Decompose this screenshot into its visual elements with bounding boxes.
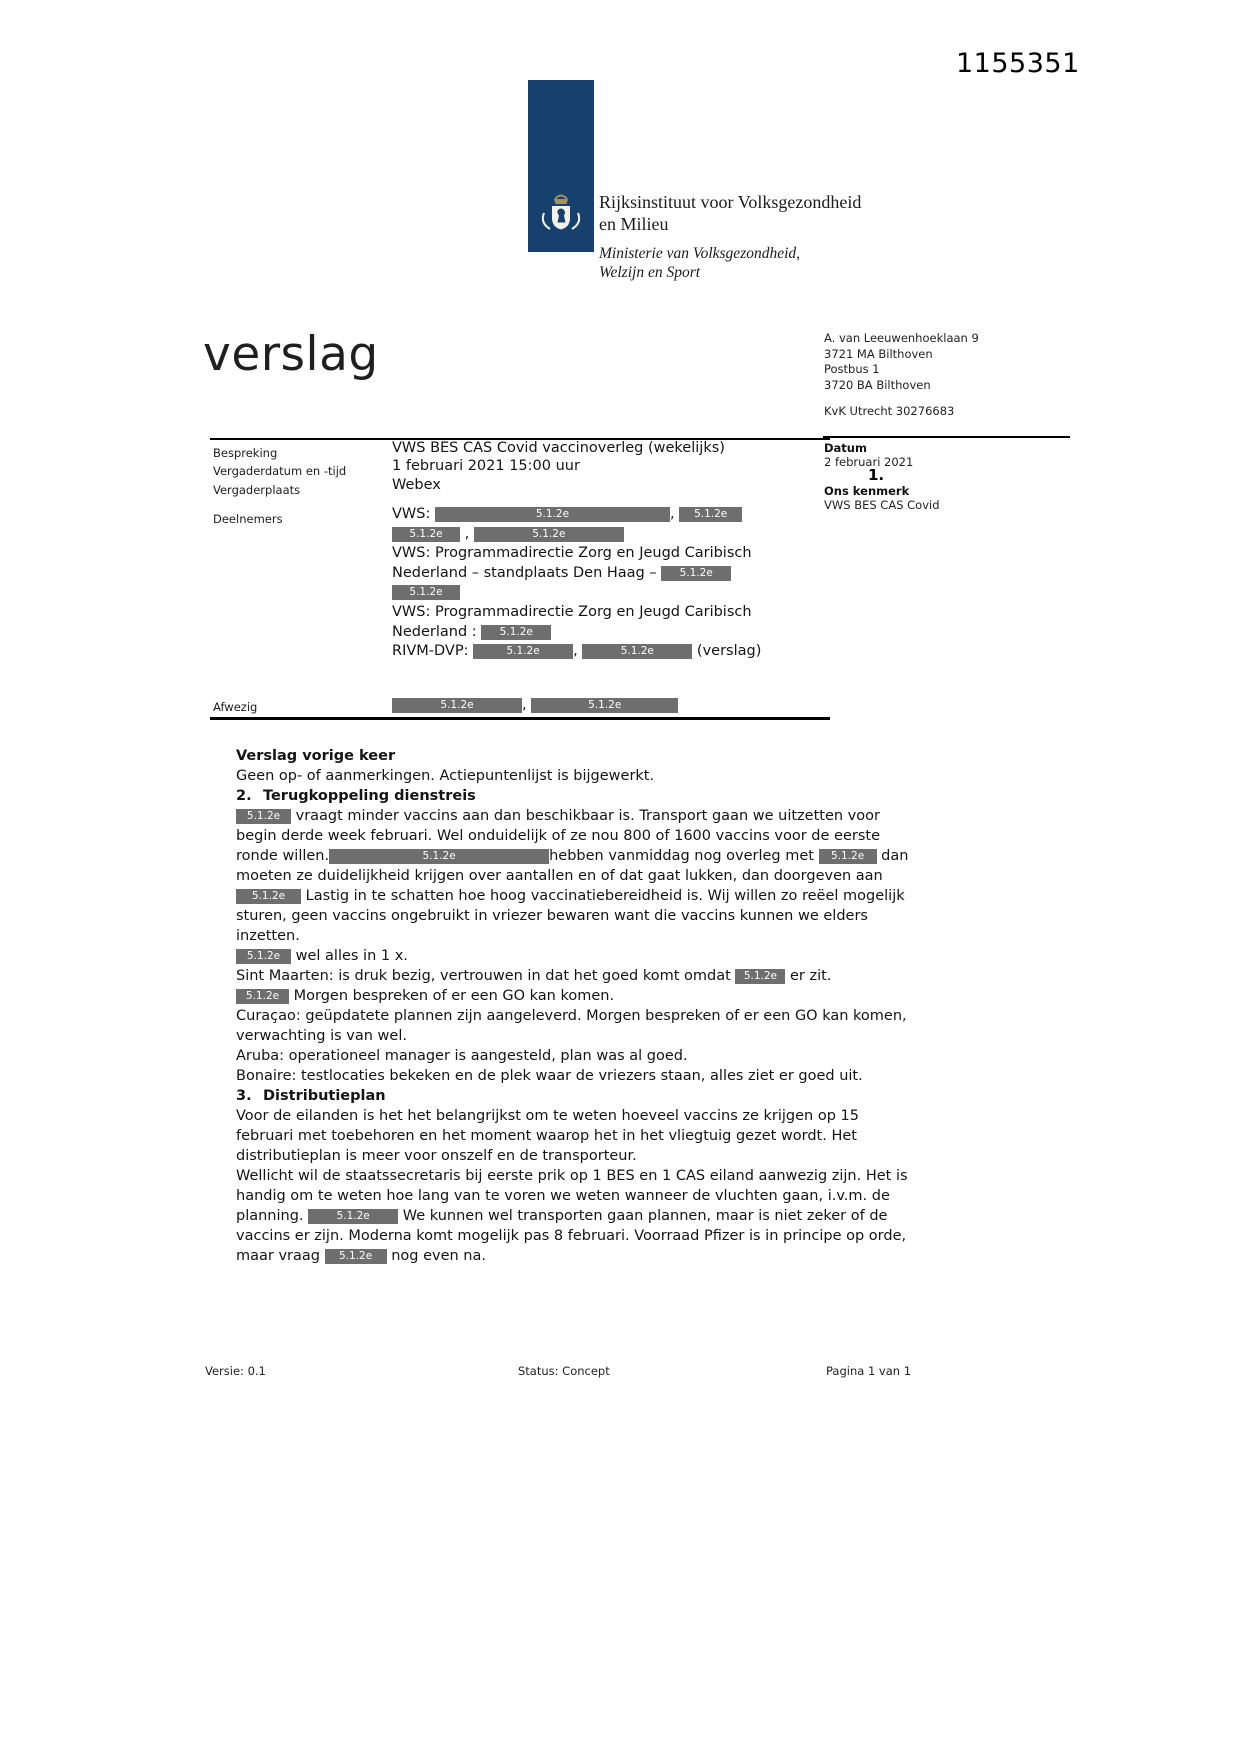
deelnemers-value	[392, 505, 872, 662]
kenmerk-label: Ons kenmerk	[824, 484, 910, 498]
participant-line: RIVM-DVP: 5.1.2e , 5.1.2e (verslag)	[392, 643, 762, 660]
section2-line-aruba: Aruba: operationeel manager is aangesteld, plan was al goed.	[236, 1048, 688, 1064]
rijksoverheid-logo-bar	[528, 80, 594, 252]
vergaderplaats-value: Webex	[392, 477, 441, 493]
section2-heading	[236, 786, 920, 806]
address-line: 3721 MA Bilthoven	[824, 346, 933, 361]
footer-versie: Versie: 0.1	[205, 1364, 266, 1378]
redaction-box: 5.1.2e	[679, 507, 742, 522]
section2-number: 2.	[236, 788, 252, 804]
redaction-box: 5.1.2e	[308, 1209, 398, 1224]
section2-line-bonaire: Bonaire: testlocaties bekeken en de plek waar de vriezers staan, alles ziet er goed uit.	[236, 1068, 863, 1084]
participant-line: Nederland : 5.1.2e	[392, 623, 872, 643]
participant-line	[392, 583, 872, 603]
ministry-line2: Welzijn en Sport	[599, 264, 701, 281]
footer-status: Status: Concept	[518, 1364, 610, 1378]
section2-paragraph1: 5.1.2e vraagt minder vaccins aan dan beschikbaar is. Transport gaan we uitzetten voor begin derde week februari. Wel onduidelijk of ze nou 800 of 1600 vaccins voor de eerste ronde willen. 5.1.2e hebben vanmiddag nog overleg met 5.1.2e dan moeten ze duidelijkheid krijgen over aantallen en of dat gaat lukken, dan doorgeven aan 5.1.2e Lastig in te schatten hoe hoog vaccinatiebereidheid is. Wij willen zo reëel mogelijk sturen, geen vaccins ongebruikt in vriezer bewaren want die vaccins kunnen we elders inzetten.	[236, 808, 909, 944]
redaction-box: 5.1.2e	[392, 527, 460, 542]
datum-label: Datum	[824, 441, 867, 455]
prev-meeting-heading: Verslag vorige keer	[236, 748, 396, 764]
kenmerk-value: VWS BES CAS Covid	[824, 498, 940, 512]
address-line: 3720 BA Bilthoven	[824, 377, 931, 392]
coat-of-arms-icon	[537, 192, 585, 246]
datum-value: 2 februari 2021	[824, 455, 914, 469]
redaction-box: 5.1.2e	[392, 585, 460, 600]
address-block	[824, 331, 979, 420]
redaction-box: 5.1.2e	[481, 625, 551, 640]
kvk-line: KvK Utrecht 30276683	[824, 404, 955, 418]
redaction-box: 5.1.2e	[661, 566, 731, 581]
org-name-line1: Rijksinstituut voor Volksgezondheid	[599, 192, 862, 212]
footer-pagina: Pagina 1 van 1	[826, 1364, 912, 1378]
section3-paragraph1: Voor de eilanden is het het belangrijkst om te weten hoeveel vaccins ze krijgen op 15 februari met toebehoren en het moment waarop het in het vliegtuig gezet wordt. Het distributieplan is meer voor onszelf en de transporteur.	[236, 1108, 859, 1164]
section2-line-morgen: 5.1.2e Morgen bespreken of er een GO kan komen.	[236, 986, 920, 1006]
section2-line-curacao: Curaçao: geüpdatete plannen zijn aangeleverd. Morgen bespreken of er een GO kan komen, verwachting is van wel.	[236, 1008, 907, 1044]
section2-line-alles: 5.1.2e wel alles in 1 x.	[236, 946, 920, 966]
address-line: A. van Leeuwenhoeklaan 9	[824, 331, 979, 345]
body-content	[236, 746, 920, 1266]
redaction-box: 5.1.2e	[474, 527, 624, 542]
vergaderdatum-label: Vergaderdatum en -tijd	[213, 464, 347, 478]
redaction-box: 5.1.2e	[329, 849, 549, 864]
redaction-box: 5.1.2e	[236, 889, 301, 904]
deelnemers-label: Deelnemers	[213, 512, 283, 526]
org-name-line2: en Milieu	[599, 214, 669, 234]
participant-line: VWS: Programmadirectie Zorg en Jeugd Caribisch	[392, 603, 752, 620]
section3-title: Distributieplan	[263, 1088, 386, 1104]
datum-rule	[823, 436, 1070, 438]
margin-number: 1.	[868, 466, 885, 484]
bespreking-label: Bespreking	[213, 446, 278, 460]
redaction-box: 5.1.2e	[236, 989, 289, 1004]
participant-line: 5.1.2e , 5.1.2e	[392, 525, 872, 545]
address-line: Postbus 1	[824, 362, 880, 376]
prev-meeting-text: Geen op- of aanmerkingen. Actiepuntenlijst is bijgewerkt.	[236, 768, 655, 784]
redaction-box: 5.1.2e	[325, 1249, 387, 1264]
redaction-box: 5.1.2e	[735, 969, 785, 984]
section3-heading	[236, 1086, 920, 1106]
redaction-box: 5.1.2e	[392, 698, 522, 713]
doc-number: 1155351	[956, 48, 1080, 79]
vergaderplaats-label: Vergaderplaats	[213, 483, 301, 497]
bespreking-value: VWS BES CAS Covid vaccinoverleg (wekelijks)	[392, 440, 725, 456]
redaction-box: 5.1.2e	[531, 698, 678, 713]
redaction-box: 5.1.2e	[435, 507, 670, 522]
redaction-box: 5.1.2e	[819, 849, 877, 864]
participant-line: Nederland – standplaats Den Haag – 5.1.2e	[392, 564, 872, 584]
participant-line: VWS: Programmadirectie Zorg en Jeugd Caribisch	[392, 545, 752, 562]
afwezig-value: 5.1.2e , 5.1.2e	[392, 697, 678, 713]
redaction-box: 5.1.2e	[473, 644, 573, 659]
afwezig-label: Afwezig	[213, 700, 258, 714]
ministry-line1: Ministerie van Volksgezondheid,	[599, 245, 801, 262]
section3-number: 3.	[236, 1088, 252, 1104]
section2-title: Terugkoppeling dienstreis	[263, 788, 476, 804]
section3-paragraph2: Wellicht wil de staatssecretaris bij eerste prik op 1 BES en 1 CAS eiland aanwezig zijn. Het is handig om te weten hoe lang van te voren we weten wanneer de vluchten gaan, i.v.m. de planning. 5.1.2e We kunnen wel transporten gaan plannen, maar is niet zeker of de vaccins er zijn. Moderna komt mogelijk pas 8 februari. Voorraad Pfizer is in principe op orde, maar vraag 5.1.2e nog even na.	[236, 1168, 908, 1264]
redaction-box: 5.1.2e	[236, 809, 291, 824]
section2-line-sint-maarten: Sint Maarten: is druk bezig, vertrouwen in dat het goed komt omdat 5.1.2e er zit.	[236, 968, 832, 984]
vergaderdatum-value: 1 februari 2021 15:00 uur	[392, 458, 580, 474]
meta-bottom-rule	[210, 717, 830, 720]
participant-line: VWS: 5.1.2e , 5.1.2e	[392, 505, 872, 525]
page-title: verslag	[203, 327, 379, 382]
logo-text-block	[599, 191, 861, 282]
redaction-box: 5.1.2e	[236, 949, 291, 964]
redaction-box: 5.1.2e	[582, 644, 692, 659]
